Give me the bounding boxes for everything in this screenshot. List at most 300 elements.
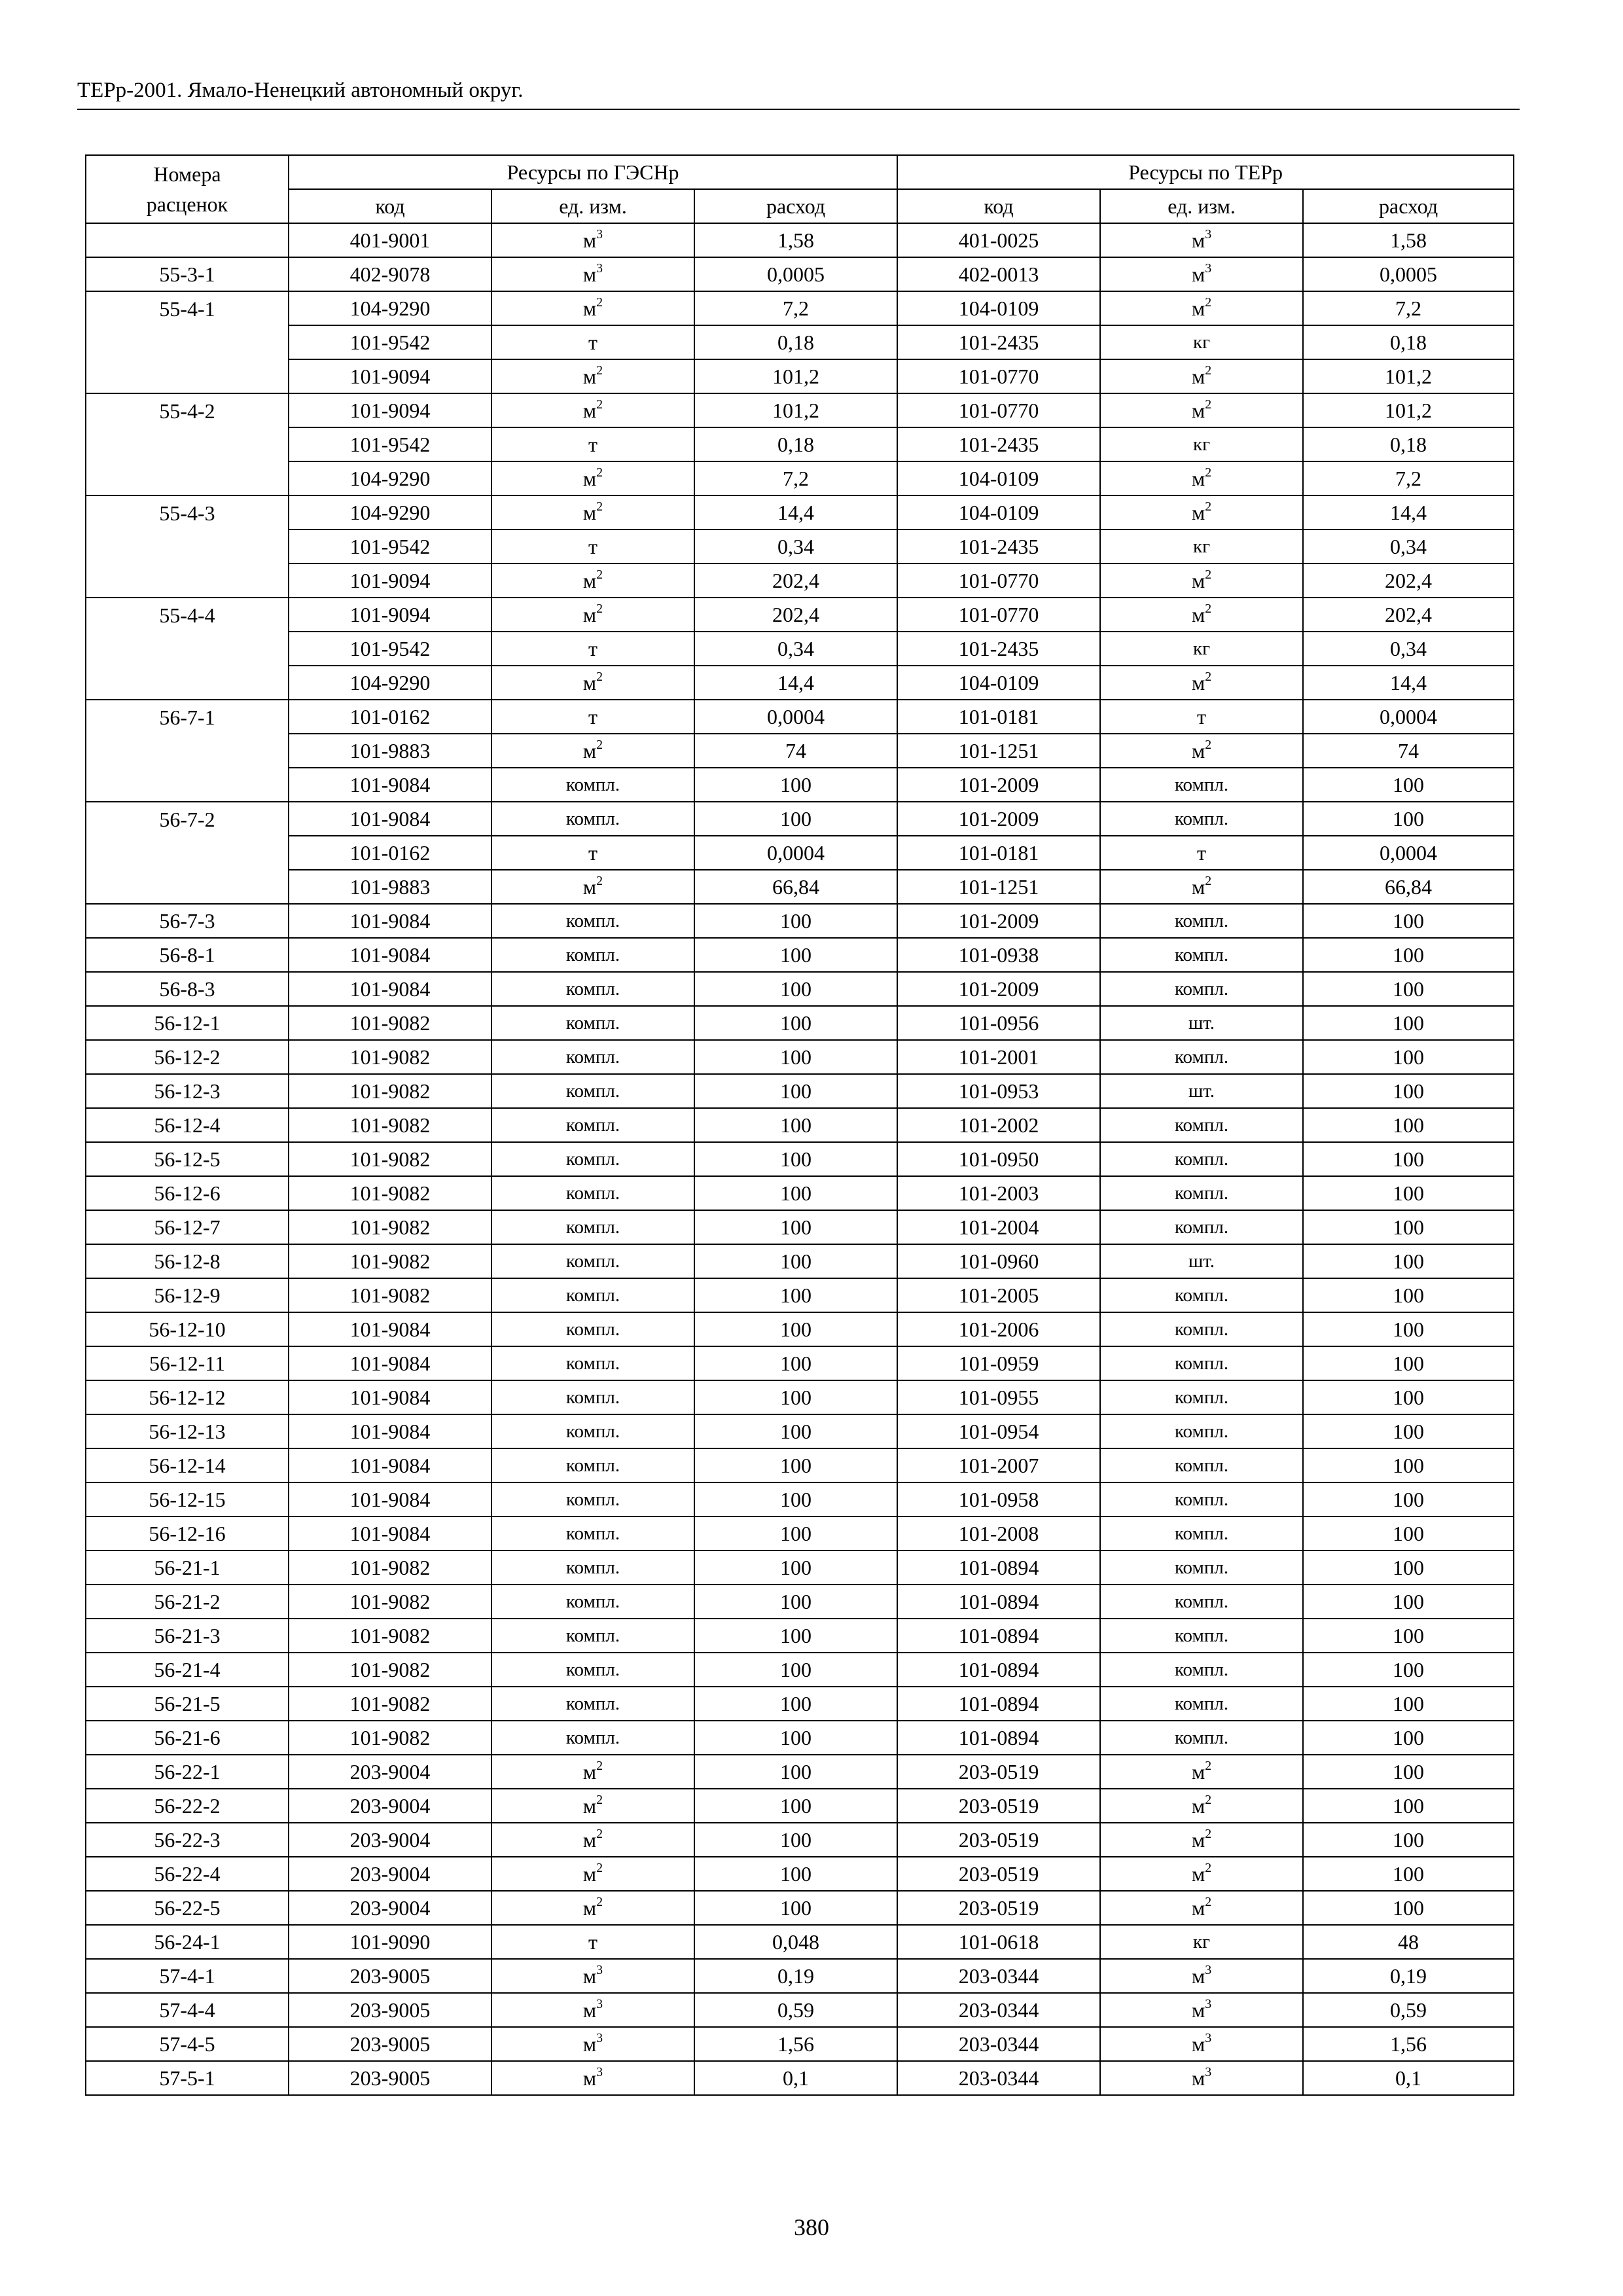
ter-code-cell: 104-0109	[897, 666, 1100, 700]
gesn-unit-cell: компл.	[491, 1585, 694, 1619]
rate-number-cell: 56-24-1	[86, 1925, 289, 1959]
gesn-consumption-cell: 202,4	[694, 564, 897, 598]
gesn-consumption-cell: 7,2	[694, 291, 897, 325]
ter-consumption-cell: 100	[1303, 1687, 1514, 1721]
gesn-code-cell: 101-9084	[289, 1448, 491, 1482]
gesn-unit-cell: т	[491, 427, 694, 461]
ter-unit-cell: $м^2$	[1100, 666, 1303, 700]
ter-consumption-cell: 0,0004	[1303, 836, 1514, 870]
gesn-unit-cell: компл.	[491, 938, 694, 972]
ter-code-cell: 101-2009	[897, 972, 1100, 1006]
gesn-consumption-cell: 0,59	[694, 1993, 897, 2027]
gesn-unit-cell: $м^2$	[491, 870, 694, 904]
gesn-consumption-cell: 66,84	[694, 870, 897, 904]
gesn-consumption-cell: 100	[694, 1823, 897, 1857]
ter-code-cell: 203-0519	[897, 1755, 1100, 1789]
ter-code-cell: 203-0519	[897, 1823, 1100, 1857]
ter-unit-cell: $м^3$	[1100, 2061, 1303, 2095]
ter-unit-cell: $м^2$	[1100, 1755, 1303, 1789]
gesn-code-cell: 101-9082	[289, 1040, 491, 1074]
gesn-consumption-cell: 100	[694, 1176, 897, 1210]
gesn-code-cell: 101-9542	[289, 529, 491, 564]
rate-number-cell: 56-12-16	[86, 1516, 289, 1551]
gesn-resources-header: Ресурсы по ГЭСНр	[289, 155, 897, 189]
gesn-consumption-cell: 100	[694, 1414, 897, 1448]
ter-code-cell: 203-0344	[897, 1993, 1100, 2027]
gesn-code-cell: 101-9082	[289, 1074, 491, 1108]
gesn-code-cell: 101-9542	[289, 325, 491, 359]
gesn-unit-cell: компл.	[491, 1619, 694, 1653]
gesn-unit-cell: $м^2$	[491, 1891, 694, 1925]
ter-consumption-cell: 100	[1303, 1755, 1514, 1789]
ter-consumption-cell: 1,58	[1303, 223, 1514, 257]
ter-consumption-cell: 14,4	[1303, 495, 1514, 529]
gesn-unit-cell: компл.	[491, 1040, 694, 1074]
ter-consumption-cell: 74	[1303, 734, 1514, 768]
ter-resources-header: Ресурсы по ТЕРр	[897, 155, 1514, 189]
table-row	[86, 1653, 1514, 1687]
ter-code-cell: 101-0938	[897, 938, 1100, 972]
gesn-consumption-cell: 100	[694, 1006, 897, 1040]
gesn-code-cell: 101-9082	[289, 1687, 491, 1721]
ter-consumption-cell: 100	[1303, 768, 1514, 802]
ter-code-cell: 203-0344	[897, 2061, 1100, 2095]
ter-consumption-cell: 1,56	[1303, 2027, 1514, 2061]
ter-code-cell: 101-0618	[897, 1925, 1100, 1959]
table-row	[86, 1619, 1514, 1653]
gesn-consumption-cell: 100	[694, 1755, 897, 1789]
ter-unit-cell: компл.	[1100, 1448, 1303, 1482]
gesn-consumption-cell: 1,58	[694, 223, 897, 257]
ter-unit-cell: компл.	[1100, 1346, 1303, 1380]
gesn-consumption-cell: 100	[694, 904, 897, 938]
rate-number-cell: 56-21-6	[86, 1721, 289, 1755]
gesn-consumption-cell: 100	[694, 1244, 897, 1278]
gesn-consumption-cell: 100	[694, 1312, 897, 1346]
gesn-code-cell: 101-9082	[289, 1551, 491, 1585]
page-number: 380	[794, 2214, 829, 2240]
gesn-code-cell: 101-9883	[289, 870, 491, 904]
ter-unit-cell: $м^2$	[1100, 291, 1303, 325]
rate-number-cell: 56-12-3	[86, 1074, 289, 1108]
rate-number-cell: 57-4-5	[86, 2027, 289, 2061]
table-row	[86, 1278, 1514, 1312]
table-row	[86, 1789, 1514, 1823]
rate-number-cell: 55-4-3	[86, 495, 289, 529]
table-row	[86, 1244, 1514, 1278]
gesn-unit-cell: $м^2$	[491, 564, 694, 598]
ter-code-cell: 101-2008	[897, 1516, 1100, 1551]
document-title: ТЕРр-2001. Ямало-Ненецкий автономный округ.	[77, 79, 524, 102]
gesn-consumption-cell: 202,4	[694, 598, 897, 632]
rate-number-cell	[86, 870, 289, 904]
ter-consumption-cell: 100	[1303, 1619, 1514, 1653]
ter-unit-cell: кг	[1100, 632, 1303, 666]
rate-number-cell: 56-21-5	[86, 1687, 289, 1721]
gesn-unit-cell: $м^3$	[491, 2061, 694, 2095]
gesn-consumption-cell: 101,2	[694, 393, 897, 427]
ter-code-cell: 101-2435	[897, 529, 1100, 564]
ter-consumption-cell: 100	[1303, 1857, 1514, 1891]
gesn-consumption-cell: 100	[694, 1687, 897, 1721]
ter-consumption-cell: 0,59	[1303, 1993, 1514, 2027]
table-row	[86, 972, 1514, 1006]
rate-number-cell: 56-12-1	[86, 1006, 289, 1040]
table-row	[86, 1857, 1514, 1891]
table-row	[86, 1891, 1514, 1925]
rate-numbers-header-line1: Номера	[153, 162, 221, 186]
ter-unit-cell: $м^2$	[1100, 870, 1303, 904]
gesn-code-cell: 101-9084	[289, 1414, 491, 1448]
ter-consumption-cell: 100	[1303, 1108, 1514, 1142]
ter-consumption-cell: 100	[1303, 1823, 1514, 1857]
gesn-unit-cell: $м^3$	[491, 1993, 694, 2027]
gesn-unit-cell: т	[491, 1925, 694, 1959]
gesn-code-cell: 101-9542	[289, 632, 491, 666]
rate-numbers-header-line2: расценок	[146, 192, 228, 216]
ter-code-cell: 101-2009	[897, 802, 1100, 836]
gesn-unit-cell: $м^2$	[491, 1789, 694, 1823]
ter-code-cell: 101-0958	[897, 1482, 1100, 1516]
rate-number-cell: 56-12-10	[86, 1312, 289, 1346]
gesn-consumption-cell: 0,19	[694, 1959, 897, 1993]
rate-number-cell: 56-21-4	[86, 1653, 289, 1687]
ter-code-cell: 101-0770	[897, 393, 1100, 427]
ter-unit-cell: $м^2$	[1100, 359, 1303, 393]
rate-number-cell: 56-21-1	[86, 1551, 289, 1585]
ter-code-cell: 101-1251	[897, 870, 1100, 904]
gesn-code-cell: 101-0162	[289, 836, 491, 870]
ter-consumption-cell: 0,34	[1303, 529, 1514, 564]
table-row	[86, 1823, 1514, 1857]
ter-consumption-cell: 100	[1303, 1653, 1514, 1687]
gesn-consumption-cell: 100	[694, 768, 897, 802]
ter-code-cell: 101-2001	[897, 1040, 1100, 1074]
rate-number-cell	[86, 734, 289, 768]
ter-consumption-cell: 101,2	[1303, 393, 1514, 427]
table-row	[86, 1482, 1514, 1516]
ter-code-cell: 101-0894	[897, 1653, 1100, 1687]
ter-code-cell: 101-2435	[897, 427, 1100, 461]
table-row	[86, 495, 1514, 529]
ter-code-cell: 401-0025	[897, 223, 1100, 257]
ter-unit-cell: шт.	[1100, 1074, 1303, 1108]
gesn-unit-cell: т	[491, 836, 694, 870]
ter-consumption-cell: 100	[1303, 1721, 1514, 1755]
gesn-unit-cell: компл.	[491, 1346, 694, 1380]
ter-unit-cell: $м^3$	[1100, 1959, 1303, 1993]
gesn-unit-cell: т	[491, 632, 694, 666]
table-row	[86, 1040, 1514, 1074]
gesn-code-cell: 101-9082	[289, 1653, 491, 1687]
ter-unit-cell: $м^2$	[1100, 1857, 1303, 1891]
table-row	[86, 598, 1514, 632]
ter-unit-cell: компл.	[1100, 1176, 1303, 1210]
rate-number-cell: 57-4-4	[86, 1993, 289, 2027]
table-row	[86, 564, 1514, 598]
ter-unit-cell: $м^2$	[1100, 461, 1303, 495]
rate-number-cell: 56-22-5	[86, 1891, 289, 1925]
gesn-consumption-cell: 101,2	[694, 359, 897, 393]
gesn-unit-cell: т	[491, 700, 694, 734]
gesn-unit-cell: компл.	[491, 802, 694, 836]
gesn-consumption-cell: 0,0004	[694, 700, 897, 734]
gesn-code-cell: 101-9082	[289, 1244, 491, 1278]
rate-number-cell: 56-22-1	[86, 1755, 289, 1789]
ter-code-cell: 101-0953	[897, 1074, 1100, 1108]
ter-code-cell: 203-0344	[897, 1959, 1100, 1993]
ter-code-header: код	[897, 189, 1100, 223]
table-row	[86, 1721, 1514, 1755]
ter-unit-cell: компл.	[1100, 1585, 1303, 1619]
ter-consumption-cell: 100	[1303, 938, 1514, 972]
gesn-consumption-cell: 100	[694, 1040, 897, 1074]
gesn-code-cell: 101-9082	[289, 1176, 491, 1210]
rate-number-cell: 56-12-13	[86, 1414, 289, 1448]
ter-consumption-cell: 100	[1303, 802, 1514, 836]
ter-unit-cell: компл.	[1100, 1040, 1303, 1074]
ter-consumption-cell: 100	[1303, 1516, 1514, 1551]
table-row	[86, 2061, 1514, 2095]
ter-consumption-cell: 100	[1303, 1585, 1514, 1619]
rate-number-cell: 56-12-12	[86, 1380, 289, 1414]
rate-number-cell	[86, 359, 289, 393]
ter-code-cell: 101-0181	[897, 836, 1100, 870]
table-row	[86, 802, 1514, 836]
gesn-consumption-cell: 100	[694, 938, 897, 972]
ter-consumption-cell: 100	[1303, 1006, 1514, 1040]
gesn-unit-cell: $м^2$	[491, 1823, 694, 1857]
table-row	[86, 1312, 1514, 1346]
ter-unit-cell: компл.	[1100, 1687, 1303, 1721]
gesn-code-cell: 402-9078	[289, 257, 491, 291]
ter-unit-cell: компл.	[1100, 802, 1303, 836]
table-row	[86, 836, 1514, 870]
rate-number-cell: 57-4-1	[86, 1959, 289, 1993]
table-row	[86, 223, 1514, 257]
table-row	[86, 1074, 1514, 1108]
ter-unit-cell: $м^2$	[1100, 1823, 1303, 1857]
gesn-consumption-cell: 14,4	[694, 666, 897, 700]
table-row	[86, 1448, 1514, 1482]
table-row	[86, 904, 1514, 938]
table-body	[86, 223, 1514, 2095]
table-row	[86, 529, 1514, 564]
rate-number-cell: 56-12-11	[86, 1346, 289, 1380]
page-header	[77, 75, 1520, 110]
ter-unit-cell: компл.	[1100, 1482, 1303, 1516]
ter-consumption-cell: 0,34	[1303, 632, 1514, 666]
gesn-code-cell: 101-0162	[289, 700, 491, 734]
ter-code-cell: 101-0181	[897, 700, 1100, 734]
table-row	[86, 1925, 1514, 1959]
gesn-code-cell: 203-9005	[289, 2027, 491, 2061]
gesn-code-header: код	[289, 189, 491, 223]
rate-number-cell: 56-22-2	[86, 1789, 289, 1823]
ter-code-cell: 101-2435	[897, 325, 1100, 359]
gesn-unit-cell: $м^3$	[491, 2027, 694, 2061]
ter-unit-cell: компл.	[1100, 1312, 1303, 1346]
table-row	[86, 1687, 1514, 1721]
ter-unit-cell: компл.	[1100, 972, 1303, 1006]
gesn-code-cell: 101-9084	[289, 904, 491, 938]
rate-number-cell: 56-12-6	[86, 1176, 289, 1210]
gesn-code-cell: 203-9004	[289, 1823, 491, 1857]
gesn-unit-cell: $м^3$	[491, 257, 694, 291]
gesn-consumption-cell: 100	[694, 1482, 897, 1516]
ter-consumption-cell: 0,1	[1303, 2061, 1514, 2095]
gesn-code-cell: 101-9094	[289, 359, 491, 393]
table-row	[86, 1108, 1514, 1142]
ter-unit-cell: т	[1100, 836, 1303, 870]
gesn-code-cell: 101-9542	[289, 427, 491, 461]
table-row	[86, 1414, 1514, 1448]
gesn-code-cell: 101-9094	[289, 564, 491, 598]
ter-unit-cell: компл.	[1100, 904, 1303, 938]
gesn-code-cell: 101-9084	[289, 802, 491, 836]
ter-unit-cell: компл.	[1100, 768, 1303, 802]
ter-consumption-cell: 0,18	[1303, 427, 1514, 461]
gesn-code-cell: 203-9005	[289, 2061, 491, 2095]
gesn-unit-cell: компл.	[491, 1414, 694, 1448]
ter-unit-cell: $м^2$	[1100, 495, 1303, 529]
ter-code-cell: 203-0519	[897, 1789, 1100, 1823]
gesn-code-cell: 101-9084	[289, 1380, 491, 1414]
rate-number-cell: 57-5-1	[86, 2061, 289, 2095]
gesn-code-cell: 101-9082	[289, 1142, 491, 1176]
gesn-unit-cell: компл.	[491, 1006, 694, 1040]
gesn-unit-cell: $м^2$	[491, 393, 694, 427]
gesn-unit-cell: $м^2$	[491, 1755, 694, 1789]
ter-code-cell: 203-0519	[897, 1891, 1100, 1925]
gesn-consumption-cell: 100	[694, 1653, 897, 1687]
ter-consumption-cell: 100	[1303, 1176, 1514, 1210]
table-row	[86, 700, 1514, 734]
gesn-code-cell: 101-9082	[289, 1006, 491, 1040]
ter-consumption-cell: 66,84	[1303, 870, 1514, 904]
gesn-code-cell: 104-9290	[289, 461, 491, 495]
gesn-code-cell: 104-9290	[289, 666, 491, 700]
gesn-unit-cell: компл.	[491, 904, 694, 938]
gesn-consumption-cell: 100	[694, 1891, 897, 1925]
rate-number-cell: 55-4-1	[86, 291, 289, 325]
ter-unit-cell: кг	[1100, 1925, 1303, 1959]
ter-code-cell: 101-0894	[897, 1551, 1100, 1585]
gesn-code-cell: 104-9290	[289, 291, 491, 325]
ter-consumption-header: расход	[1303, 189, 1514, 223]
gesn-code-cell: 101-9084	[289, 1482, 491, 1516]
ter-unit-cell: компл.	[1100, 1108, 1303, 1142]
gesn-consumption-cell: 0,0004	[694, 836, 897, 870]
gesn-unit-cell: компл.	[491, 1380, 694, 1414]
gesn-unit-cell: компл.	[491, 1687, 694, 1721]
gesn-consumption-cell: 100	[694, 1108, 897, 1142]
rate-number-cell	[86, 632, 289, 666]
gesn-consumption-cell: 7,2	[694, 461, 897, 495]
ter-consumption-cell: 7,2	[1303, 291, 1514, 325]
ter-unit-cell: $м^3$	[1100, 223, 1303, 257]
ter-code-cell: 104-0109	[897, 461, 1100, 495]
gesn-consumption-cell: 100	[694, 1448, 897, 1482]
table-row	[86, 291, 1514, 325]
ter-consumption-cell: 7,2	[1303, 461, 1514, 495]
gesn-unit-cell: компл.	[491, 972, 694, 1006]
gesn-unit-cell: компл.	[491, 1108, 694, 1142]
ter-code-cell: 101-2006	[897, 1312, 1100, 1346]
ter-code-cell: 101-2435	[897, 632, 1100, 666]
gesn-unit-cell: компл.	[491, 1721, 694, 1755]
gesn-unit-cell: $м^2$	[491, 666, 694, 700]
rate-number-cell: 56-12-4	[86, 1108, 289, 1142]
ter-unit-cell: компл.	[1100, 1210, 1303, 1244]
ter-code-cell: 101-1251	[897, 734, 1100, 768]
ter-consumption-cell: 100	[1303, 1448, 1514, 1482]
rate-number-cell: 56-21-3	[86, 1619, 289, 1653]
table-row	[86, 1516, 1514, 1551]
ter-code-cell: 101-2004	[897, 1210, 1100, 1244]
ter-consumption-cell: 202,4	[1303, 598, 1514, 632]
table-row	[86, 1585, 1514, 1619]
ter-code-cell: 101-0894	[897, 1721, 1100, 1755]
rate-number-cell: 56-12-15	[86, 1482, 289, 1516]
table-row	[86, 1346, 1514, 1380]
gesn-code-cell: 101-9084	[289, 1516, 491, 1551]
gesn-consumption-cell: 100	[694, 1721, 897, 1755]
ter-consumption-cell: 0,0004	[1303, 700, 1514, 734]
gesn-code-cell: 101-9082	[289, 1278, 491, 1312]
gesn-unit-cell: т	[491, 325, 694, 359]
rate-number-cell	[86, 461, 289, 495]
gesn-unit-cell: т	[491, 529, 694, 564]
gesn-unit-cell: компл.	[491, 1244, 694, 1278]
gesn-unit-cell: $м^2$	[491, 495, 694, 529]
gesn-unit-cell: $м^2$	[491, 1857, 694, 1891]
ter-consumption-cell: 101,2	[1303, 359, 1514, 393]
rate-number-cell	[86, 564, 289, 598]
ter-consumption-cell: 0,18	[1303, 325, 1514, 359]
gesn-unit-cell: компл.	[491, 1312, 694, 1346]
gesn-unit-cell: компл.	[491, 768, 694, 802]
ter-consumption-cell: 0,19	[1303, 1959, 1514, 1993]
gesn-consumption-cell: 100	[694, 1142, 897, 1176]
gesn-code-cell: 203-9004	[289, 1857, 491, 1891]
ter-consumption-cell: 100	[1303, 1891, 1514, 1925]
gesn-code-cell: 101-9082	[289, 1210, 491, 1244]
gesn-code-cell: 101-9084	[289, 1346, 491, 1380]
rate-number-cell: 56-22-4	[86, 1857, 289, 1891]
ter-unit-cell: $м^3$	[1100, 2027, 1303, 2061]
gesn-unit-cell: компл.	[491, 1551, 694, 1585]
rate-numbers-header	[86, 155, 289, 223]
table-row	[86, 768, 1514, 802]
gesn-code-cell: 203-9005	[289, 1959, 491, 1993]
gesn-consumption-cell: 100	[694, 1278, 897, 1312]
gesn-code-cell: 203-9004	[289, 1755, 491, 1789]
gesn-consumption-cell: 100	[694, 1551, 897, 1585]
ter-consumption-cell: 14,4	[1303, 666, 1514, 700]
ter-code-cell: 101-0894	[897, 1585, 1100, 1619]
table-row	[86, 1380, 1514, 1414]
gesn-unit-cell: компл.	[491, 1278, 694, 1312]
table-row	[86, 1993, 1514, 2027]
table-row	[86, 1176, 1514, 1210]
rate-number-cell: 56-8-1	[86, 938, 289, 972]
rate-number-cell: 56-12-14	[86, 1448, 289, 1482]
gesn-unit-cell: компл.	[491, 1210, 694, 1244]
gesn-consumption-cell: 100	[694, 1619, 897, 1653]
ter-consumption-cell: 100	[1303, 972, 1514, 1006]
ter-consumption-cell: 100	[1303, 1040, 1514, 1074]
